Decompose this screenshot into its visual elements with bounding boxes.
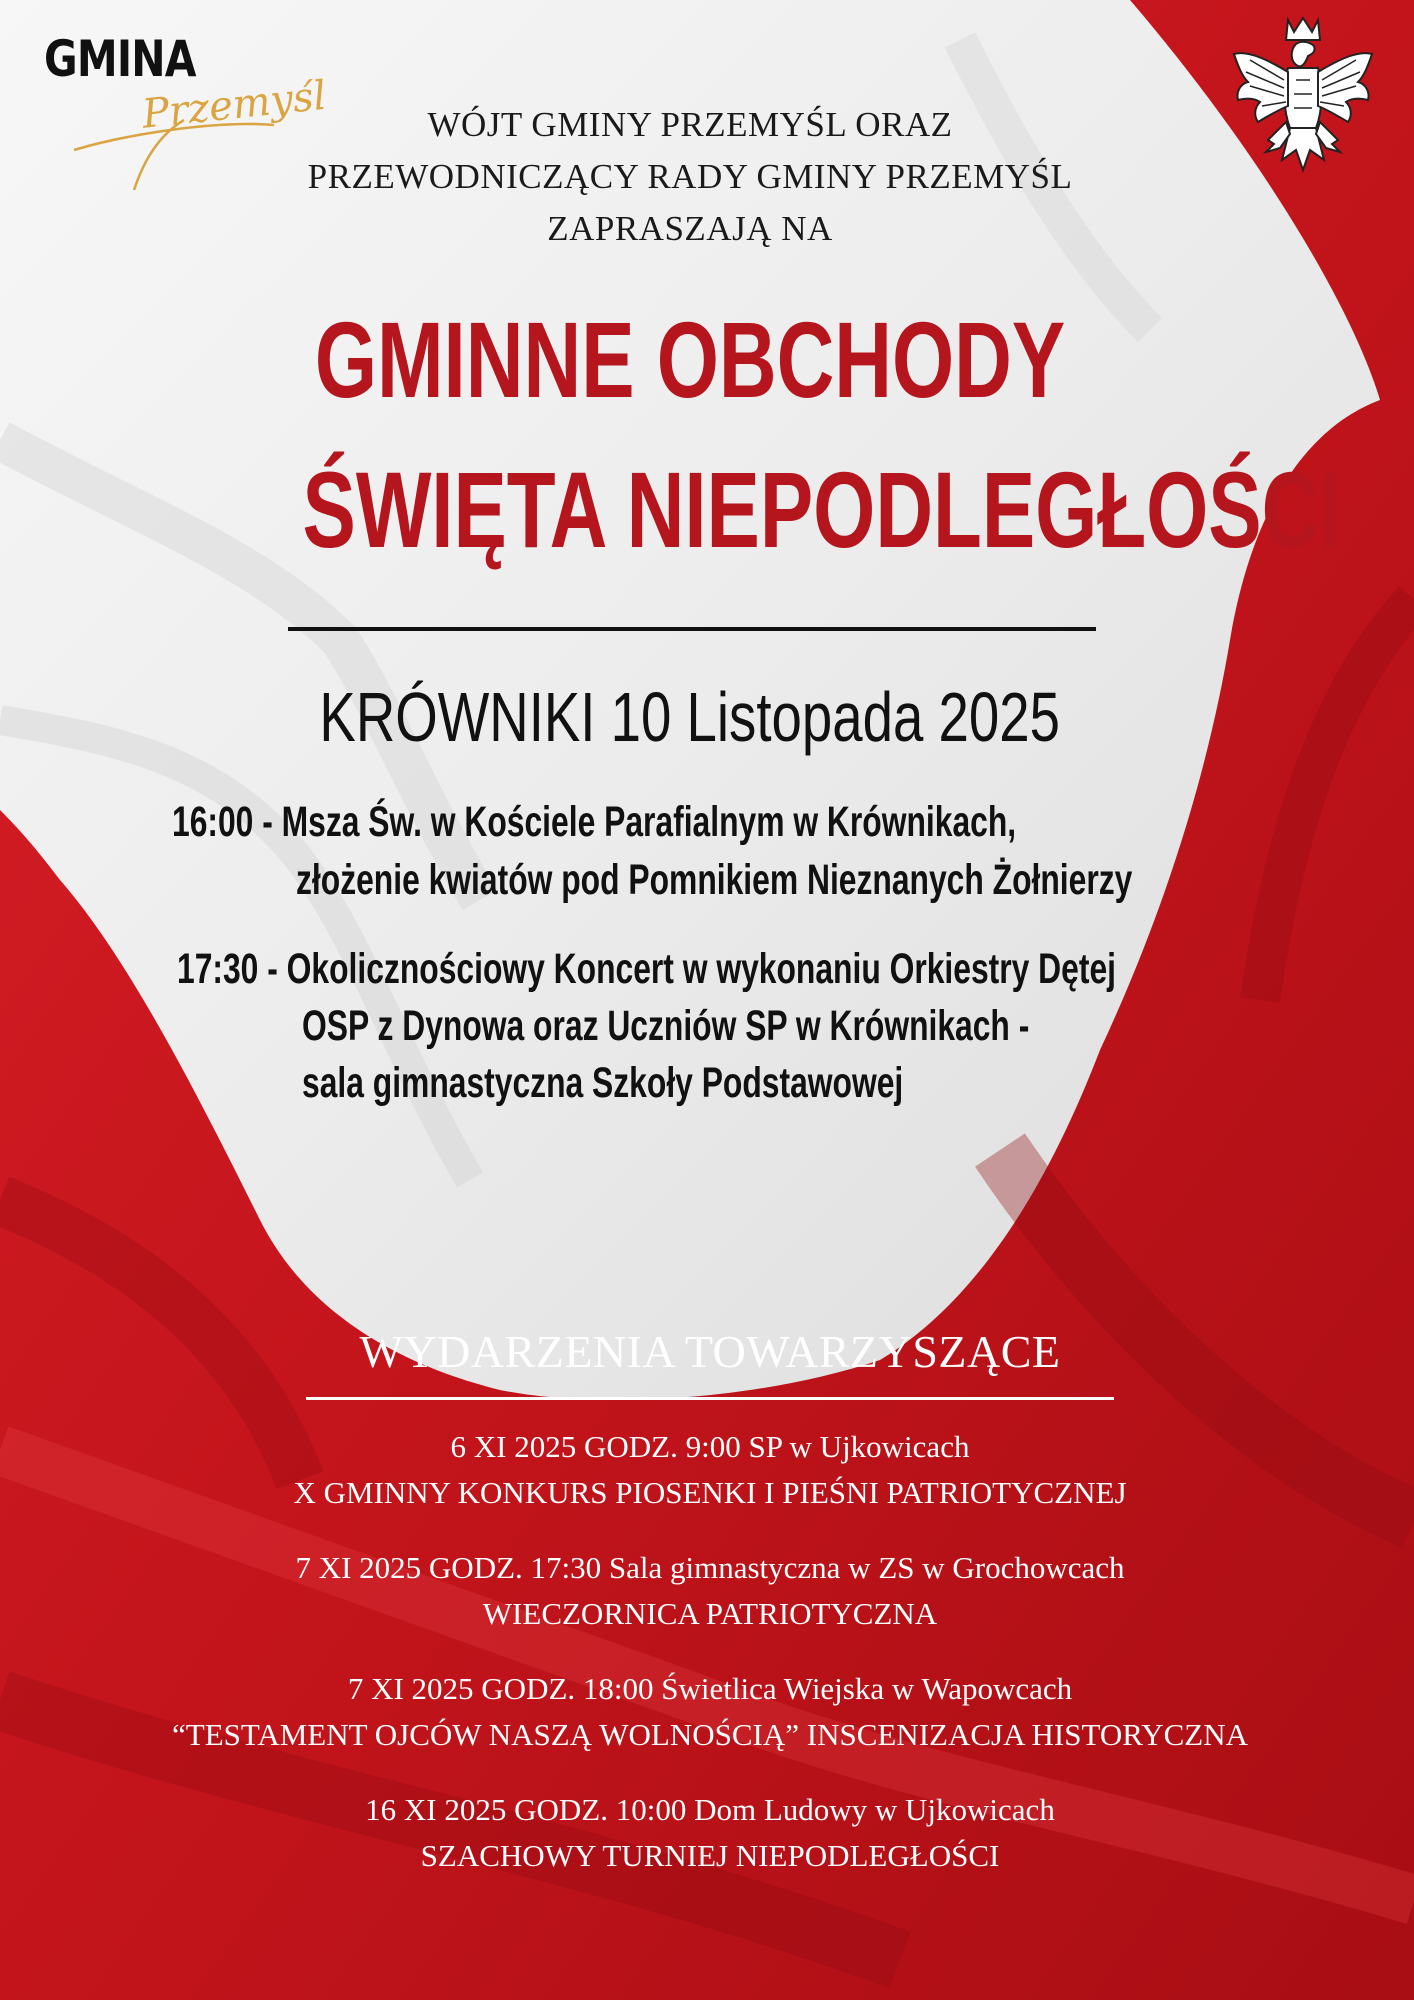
- logo-script: Przemyśl: [140, 72, 329, 138]
- program-item-2-line-1: 17:30 - Okolicznościowy Koncert w wykonaniu Orkiestry Dętej: [177, 945, 1116, 993]
- program-item-2-line-3: sala gimnastyczna Szkoły Podstawowej: [302, 1059, 904, 1107]
- side-event-2-what: WIECZORNICA PATRIOTYCZNA: [482, 1596, 938, 1631]
- side-event-2-when: 7 XI 2025 GODZ. 17:30 Sala gimnastyczna w ZS w Grochowcach: [295, 1550, 1125, 1585]
- side-event-3-what: “TESTAMENT OJCÓW NASZĄ WOLNOŚCIĄ” INSCENIZACJA HISTORYCZNA: [172, 1717, 1248, 1752]
- side-event-4-what: SZACHOWY TURNIEJ NIEPODLEGŁOŚCI: [420, 1838, 1000, 1873]
- event-title-line-2: ŚWIĘTA NIEPODLEGŁOŚCI: [302, 449, 1342, 570]
- side-event-3-when: 7 XI 2025 GODZ. 18:00 Świetlica Wiejska w Wapowcach: [347, 1671, 1073, 1706]
- title-divider: [288, 627, 1096, 631]
- side-event-1-what: X GMINNY KONKURS PIOSENKI I PIEŚNI PATRIOTYCZNEJ: [293, 1475, 1127, 1510]
- gmina-logo: [44, 30, 329, 170]
- side-events-divider: [306, 1397, 1114, 1400]
- side-event-1-when: 6 XI 2025 GODZ. 9:00 SP w Ujkowicach: [450, 1429, 970, 1464]
- side-event-4-when: 16 XI 2025 GODZ. 10:00 Dom Ludowy w Ujkowicach: [365, 1792, 1055, 1827]
- program-item-1-line-1: 16:00 - Msza Św. w Kościele Parafialnym w Krównikach,: [172, 798, 1017, 846]
- logo-word: GMINA: [44, 30, 196, 88]
- header-line-2: PRZEWODNICZĄCY RADY GMINY PRZEMYŚL: [307, 157, 1073, 196]
- event-title-line-1: GMINNE OBCHODY: [314, 299, 1066, 420]
- white-eagle-emblem-icon: [1228, 10, 1378, 190]
- event-date-location: KRÓWNIKI 10 Listopada 2025: [319, 678, 1061, 756]
- program-item-1-line-2: złożenie kwiatów pod Pomnikiem Nieznanych Żołnierzy: [296, 856, 1133, 904]
- side-events-heading: WYDARZENIA TOWARZYSZĄCE: [359, 1326, 1061, 1377]
- header-line-1: WÓJT GMINY PRZEMYŚL ORAZ: [427, 105, 953, 144]
- header-line-3: ZAPRASZAJĄ NA: [547, 209, 833, 248]
- program-item-2-line-2: OSP z Dynowa oraz Uczniów SP w Krównikach -: [302, 1002, 1030, 1050]
